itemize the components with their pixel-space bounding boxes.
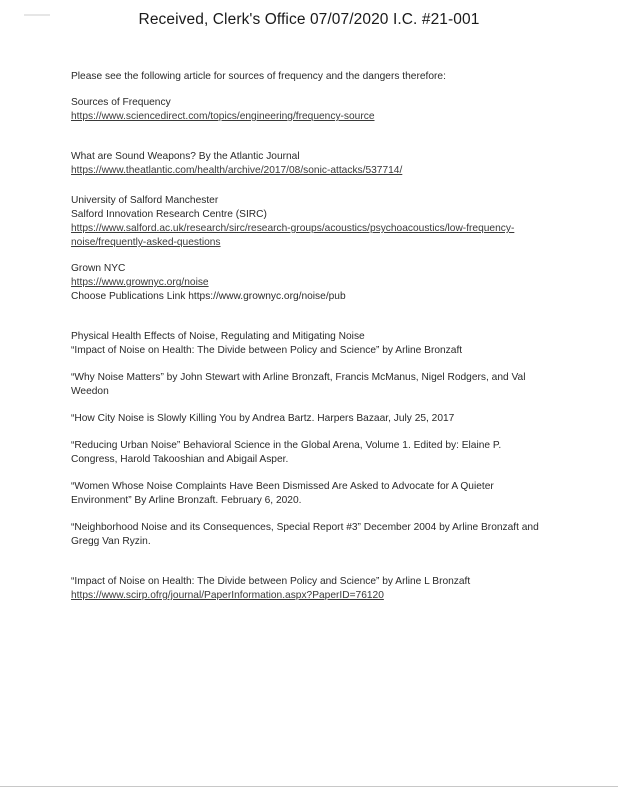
source-atlantic	[71, 150, 551, 178]
source-grownyc	[71, 262, 551, 304]
women-noise-line1: “Women Whose Noise Complaints Have Been Dismissed Are Asked to Advocate for A Quieter	[71, 481, 494, 492]
why-noise-line2: Weedon	[71, 386, 109, 397]
impact-of-noise-citation: “Impact of Noise on Health: The Divide between Policy and Science” by Arline Bronzaft	[71, 345, 463, 356]
salford-university: University of Salford Manchester	[71, 195, 219, 206]
urban-noise-line2: Congress, Harold Takooshian and Abigail Asper.	[71, 454, 289, 465]
source-salford	[71, 194, 551, 250]
source-frequency-title: Sources of Frequency	[71, 97, 171, 108]
grownyc-link[interactable]: https://www.grownyc.org/noise	[71, 277, 209, 288]
intro-text: Please see the following article for sources of frequency and the dangers therefore:	[71, 71, 446, 82]
urban-noise-line1: “Reducing Urban Noise” Behavioral Science in the Global Arena, Volume 1. Edited by: Elaine P.	[71, 440, 502, 451]
neighborhood-noise-line2: Gregg Van Ryzin.	[71, 536, 151, 547]
intro-paragraph	[71, 70, 551, 84]
physical-health-title: Physical Health Effects of Noise, Regulating and Mitigating Noise	[71, 331, 365, 342]
article-city-noise	[71, 412, 551, 426]
page-bottom-edge	[0, 786, 618, 787]
salford-sirc: Salford Innovation Research Centre (SIRC)	[71, 209, 267, 220]
grownyc-publications: Choose Publications Link https://www.grownyc.org/noise/pub	[71, 291, 346, 302]
city-noise-citation: “How City Noise is Slowly Killing You by Andrea Bartz. Harpers Bazaar, July 25, 2017	[71, 413, 455, 424]
article-neighborhood-noise	[71, 521, 551, 549]
document-body	[71, 70, 551, 603]
impact-scirp-citation: “Impact of Noise on Health: The Divide between Policy and Science” by Arline L Bronzaft	[71, 576, 471, 587]
scirp-link[interactable]: https://www.scirp.ofrg/journal/PaperInformation.aspx?PaperID=76120	[71, 590, 384, 601]
article-urban-noise	[71, 439, 551, 467]
salford-link-part1[interactable]: https://www.salford.ac.uk/research/sirc/research-groups/acoustics/psychoacoustics/low-frequency-	[71, 223, 515, 234]
women-noise-line2: Environment” By Arline Bronzaft. February 6, 2020.	[71, 495, 302, 506]
article-physical-health	[71, 330, 551, 358]
sciencedirect-link[interactable]: https://www.sciencedirect.com/topics/engineering/frequency-source	[71, 111, 375, 122]
atlantic-link[interactable]: https://www.theatlantic.com/health/archive/2017/08/sonic-attacks/537714/	[71, 165, 403, 176]
grownyc-title: Grown NYC	[71, 263, 126, 274]
source-atlantic-title: What are Sound Weapons? By the Atlantic Journal	[71, 151, 300, 162]
salford-link-part2[interactable]: noise/frequently-asked-questions	[71, 237, 221, 248]
neighborhood-noise-line1: “Neighborhood Noise and its Consequences, Special Report #3” December 2004 by Arline Bronzaft and	[71, 522, 539, 533]
article-impact-scirp	[71, 575, 551, 603]
source-frequency	[71, 96, 551, 124]
why-noise-line1: “Why Noise Matters” by John Stewart with Arline Bronzaft, Francis McManus, Nigel Rodgers, and Val	[71, 372, 526, 383]
article-women-noise	[71, 480, 551, 508]
article-why-noise-matters	[71, 371, 551, 399]
clerk-received-stamp: Received, Clerk's Office 07/07/2020 I.C. #21-001	[138, 11, 480, 28]
